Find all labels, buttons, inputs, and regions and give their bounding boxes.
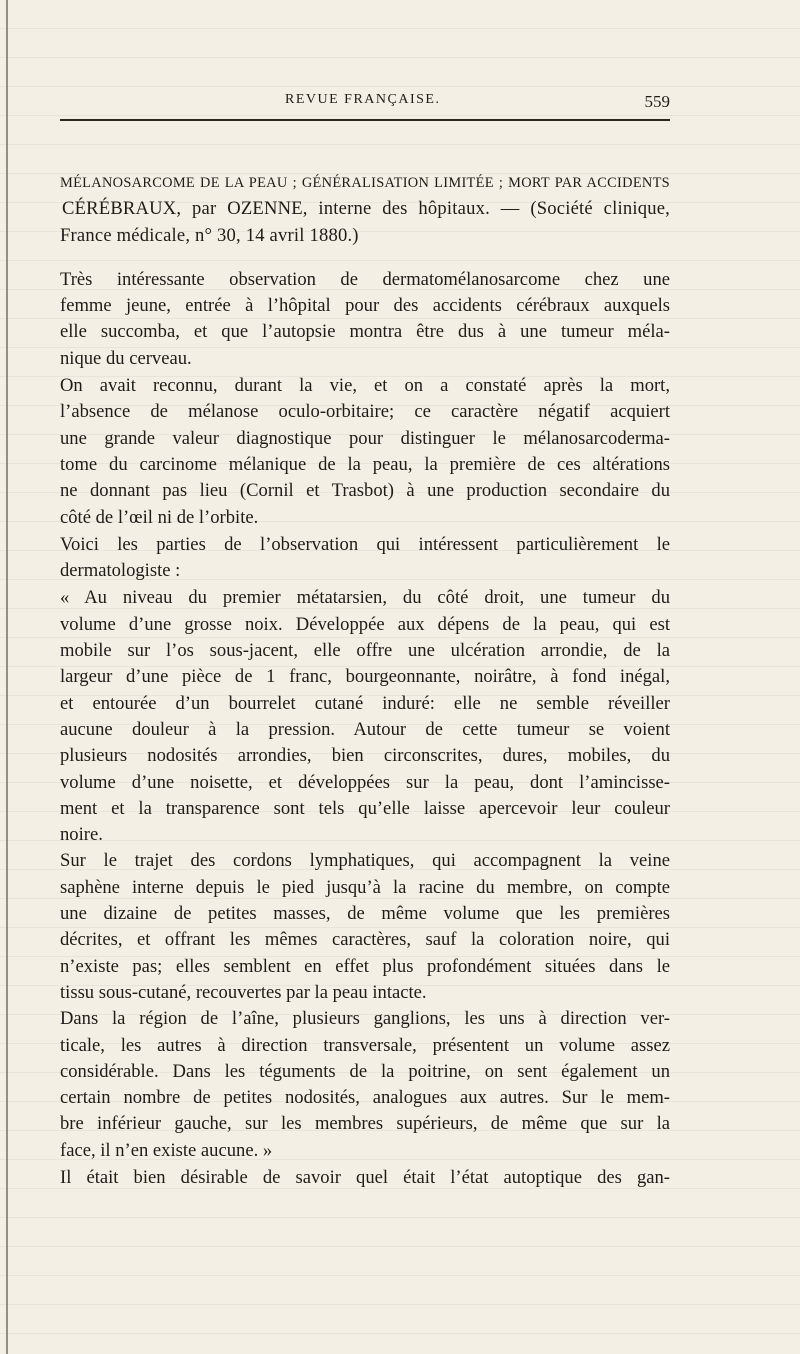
text-line: Sur le trajet des cordons lymphatiques, qui accompagnent la veine [60,850,670,872]
text-line: mobile sur l’os sous-jacent, elle offre une ulcération arrondie, de la [60,640,670,662]
text-line: décrites, et offrant les mêmes caractères, sauf la coloration noire, qui [60,929,670,951]
text-line: ticale, les autres à direction transversale, présentent un volume assez [60,1034,670,1056]
paragraph-6 [60,1006,670,1164]
text-line: Il était bien désirable de savoir quel était l’état autoptique des gan- [60,1166,670,1188]
text-line: volume d’une noisette, et développées sur la peau, dont l’amincisse- [60,771,670,793]
text-line: On avait reconnu, durant la vie, et on a constaté après la mort, [60,375,670,397]
paragraph-2 [60,373,670,531]
text-line: et entourée d’un bourrelet cutané induré: elle ne semble réveiller [60,692,670,714]
title-line: MÉLANOSARCOME DE LA PEAU ; GÉNÉRALISATION LIMITÉE ; MORT PAR ACCIDENTS [60,175,670,191]
text-line: plusieurs nodosités arrondies, bien circonscrites, dures, mobiles, du [60,745,670,767]
text-line: côté de l’œil ni de l’orbite. [60,506,259,528]
text-line: Très intéressante observation de dermatomélanosarcome chez une [60,268,670,290]
text-line: tissu sous-cutané, recouvertes par la peau intacte. [60,981,427,1003]
text-line: Voici les parties de l’observation qui intéressent particulièrement le [60,533,670,555]
text-line: ne donnant pas lieu (Cornil et Trasbot) à une production secondaire du [60,480,670,502]
running-header [60,92,670,116]
text-line: une grande valeur diagnostique pour distinguer le mélanosarcoderma- [60,427,670,449]
paragraph-7 [60,1165,670,1191]
text-line: elle succomba, et que l’autopsie montra être dus à une tumeur méla- [60,321,670,343]
text-line: volume d’une grosse noix. Développée aux dépens de la peau, qui est [60,613,670,635]
paragraph-1 [60,267,670,372]
text-line: Dans la région de l’aîne, plusieurs ganglions, les uns à direction ver- [60,1008,670,1030]
page-number: 559 [644,92,670,111]
text-line: bre inférieur gauche, sur les membres supérieurs, de même que sur la [60,1113,670,1135]
text-line: nique du cerveau. [60,347,192,369]
paragraph-4-quote [60,585,670,848]
title-line: CÉRÉBRAUX, par OZENNE, interne des hôpitaux. — (Société clinique, [62,198,670,220]
text-line: n’existe pas; elles semblent en effet plus profondément situées dans le [60,955,670,977]
paragraph-5 [60,848,670,1006]
title-line: France médicale, n° 30, 14 avril 1880.) [60,224,359,246]
paragraph-3 [60,532,670,585]
text-line: ment et la transparence sont tels qu’elle laisse apercevoir leur couleur [60,797,670,819]
article-title [60,170,670,249]
page-edge [6,0,8,1354]
text-line: femme jeune, entrée à l’hôpital pour des accidents cérébraux auxquels [60,295,670,317]
text-line: considérable. Dans les téguments de la poitrine, on sent également un [60,1060,670,1082]
text-line: l’absence de mélanose oculo-orbitaire; ce caractère négatif acquiert [60,401,670,423]
text-line: tome du carcinome mélanique de la peau, la première de ces altérations [60,453,670,475]
text-line: largeur d’une pièce de 1 franc, bourgeonnante, noirâtre, à fond inégal, [60,666,670,688]
text-line: face, il n’en existe aucune. » [60,1139,273,1161]
text-line: une dizaine de petites masses, de même volume que les premières [60,903,670,925]
running-title: REVUE FRANÇAISE. [285,92,441,107]
text-line: saphène interne depuis le pied jusqu’à la racine du membre, on compte [60,876,670,898]
text-line: certain nombre de petites nodosités, analogues aux autres. Sur le mem- [60,1087,670,1109]
text-line: noire. [60,824,103,846]
article-body [60,170,670,1191]
text-line: « Au niveau du premier métatarsien, du côté droit, une tumeur du [60,587,670,609]
text-line: dermatologiste : [60,560,181,582]
text-line: aucune douleur à la pression. Autour de cette tumeur se voient [60,718,670,740]
header-rule [60,119,670,121]
